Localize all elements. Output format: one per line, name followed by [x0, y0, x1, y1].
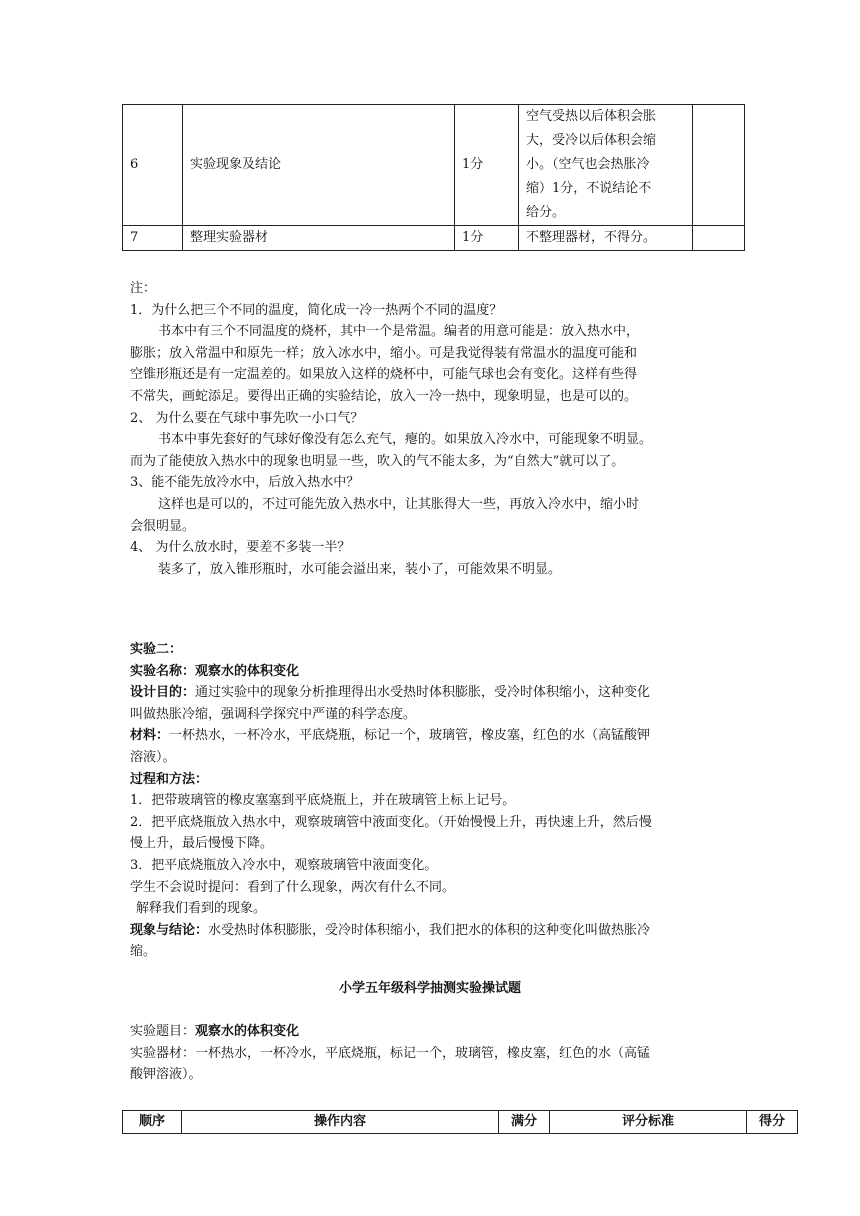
process-step: 学生不会说时提问：看到了什么现象，两次有什么不同。 — [130, 879, 456, 895]
note-question: 2、 为什么要在气球中事先吹一小口气？ — [130, 410, 364, 426]
experiment-name: 实验名称：观察水的体积变化 — [130, 663, 300, 679]
exam-equipment: 实验器材：一杯热水，一杯冷水，平底烧瓶，标记一个，玻璃管，橡皮塞，红色的水（高锰 — [130, 1045, 651, 1061]
note-answer: 而为了能使放入热水中的现象也明显一些，吹入的气不能太多，为“自然大”就可以了。 — [130, 453, 625, 469]
header-score: 得分 — [747, 1111, 798, 1134]
full-score: 1分 — [455, 226, 519, 251]
process-step: 1．把带玻璃管的橡皮塞塞到平底烧瓶上，并在玻璃管上标上记号。 — [130, 793, 516, 809]
header-operation: 操作内容 — [182, 1111, 499, 1134]
row-number: 7 — [123, 226, 183, 251]
result-conclusion: 现象与结论：水受热时体积膨胀，受冷时体积缩小，我们把水的体积的这种变化叫做热胀冷 — [130, 922, 651, 938]
process-heading: 过程和方法： — [130, 771, 209, 787]
note-answer: 装多了，放入锥形瓶时，水可能会溢出来，装小了，可能效果不明显。 — [158, 561, 562, 577]
header-criteria: 评分标准 — [550, 1111, 747, 1134]
note-answer: 这样也是可以的，不过可能先放入热水中，让其胀得大一些，再放入冷水中，缩小时 — [158, 496, 640, 512]
note-answer: 膨胀；放入常温中和原先一样；放入冰水中，缩小。可是我觉得装有常温水的温度可能和 — [130, 345, 638, 361]
exam-topic: 实验题目：观察水的体积变化 — [130, 1024, 300, 1039]
scoring-criteria: 不整理器材，不得分。 — [519, 226, 693, 251]
score-cell — [693, 105, 745, 226]
exam-title: 小学五年级科学抽测实验操试题 — [338, 981, 521, 996]
scoring-table-continued — [122, 104, 745, 251]
full-score: 1分 — [455, 105, 519, 226]
note-answer: 书本中有三个不同温度的烧杯，其中一个是常温。编者的用意可能是：放入热水中， — [158, 324, 640, 340]
header-full-score: 满分 — [499, 1111, 550, 1134]
note-answer: 空锥形瓶还是有一定温差的。如果放入这样的烧杯中，可能气球也会有变化。这样有些得 — [130, 367, 638, 383]
process-step: 解释我们看到的现象。 — [136, 901, 267, 917]
table-row — [123, 226, 745, 251]
scoring-table-header — [122, 1110, 798, 1134]
process-step: 3．把平底烧瓶放入冷水中，观察玻璃管中液面变化。 — [130, 857, 438, 873]
operation-content: 整理实验器材 — [183, 226, 455, 251]
table-header-row — [123, 1111, 798, 1134]
note-question: 1．为什么把三个不同的温度，简化成一冷一热两个不同的温度？ — [130, 302, 503, 318]
note-answer: 书本中事先套好的气球好像没有怎么充气，瘪的。如果放入冷水中，可能现象不明显。 — [158, 432, 653, 448]
header-order: 顺序 — [123, 1111, 182, 1134]
table-row — [123, 105, 745, 226]
note-question: 3、能不能先放冷水中，后放入热水中？ — [130, 475, 360, 491]
materials: 材料：一杯热水，一杯冷水，平底烧瓶，标记一个，玻璃管，橡皮塞，红色的水（高锰酸钾 — [130, 728, 651, 744]
design-purpose: 设计目的：通过实验中的现象分析推理得出水受热时体积膨胀，受冷时体积缩小，这种变化 — [130, 685, 651, 701]
scoring-criteria: 空气受热以后体积会胀 大，受冷以后体积会缩 小。（空气也会热胀冷 缩）1分，不说结论不 给分。 — [519, 105, 693, 226]
note-answer: 会很明显。 — [130, 518, 196, 534]
process-step: 2．把平底烧瓶放入热水中，观察玻璃管中液面变化。（开始慢慢上升，再快速上升，然后慢 — [130, 814, 652, 830]
note-question: 4、 为什么放水时，要差不多装一半？ — [130, 540, 351, 556]
note-answer: 不常失，画蛇添足。要得出正确的实验结论，放入一冷一热中，现象明显，也是可以的。 — [130, 388, 638, 404]
score-cell — [693, 226, 745, 251]
operation-content: 实验现象及结论 — [183, 105, 455, 226]
exam-info: 实验题目：观察水的体积变化 实验器材：一杯热水，一杯冷水，平底烧瓶，标记一个，玻璃管，橡皮塞，红色的水（高锰 酸钾溶液）。 — [130, 1021, 730, 1086]
section-heading: 实验二： — [130, 642, 183, 657]
process-step: 慢上升，最后慢慢下降。 — [130, 836, 274, 852]
row-number: 6 — [123, 105, 183, 226]
notes-label: 注： — [130, 281, 157, 296]
experiment-two-section: 实验二： 实验名称：观察水的体积变化 设计目的：通过实验中的现象分析推理得出水受热时体积膨胀，受冷时体积缩小，这种变化 叫做热胀冷缩，强调科学探究中严谨的科学态度。 材料：一杯热水，一杯冷水，平底烧瓶，标记一个，玻璃管，橡皮塞，红色的水（高锰酸钾 溶液）。 过程和方法： 1．把带玻璃管的橡皮塞塞到平底烧瓶上，并在玻璃管上标上记号。 2．把平底烧瓶放入热水中，观察玻璃管中液面变化。（开始慢慢上升，再快速上升，然后慢 慢上升，最后慢慢下降。 3．把平底烧瓶放入冷水中，观察玻璃管中液面变化。 学生不会说时提问：看到了什么现象，两次有什么不同。 解释我们看到的现象。 现象与结论：水受热时体积膨胀，受冷时体积缩小，我们把水的体积的这种变化叫做热胀冷 缩。 — [130, 639, 730, 963]
notes-section — [130, 278, 730, 580]
